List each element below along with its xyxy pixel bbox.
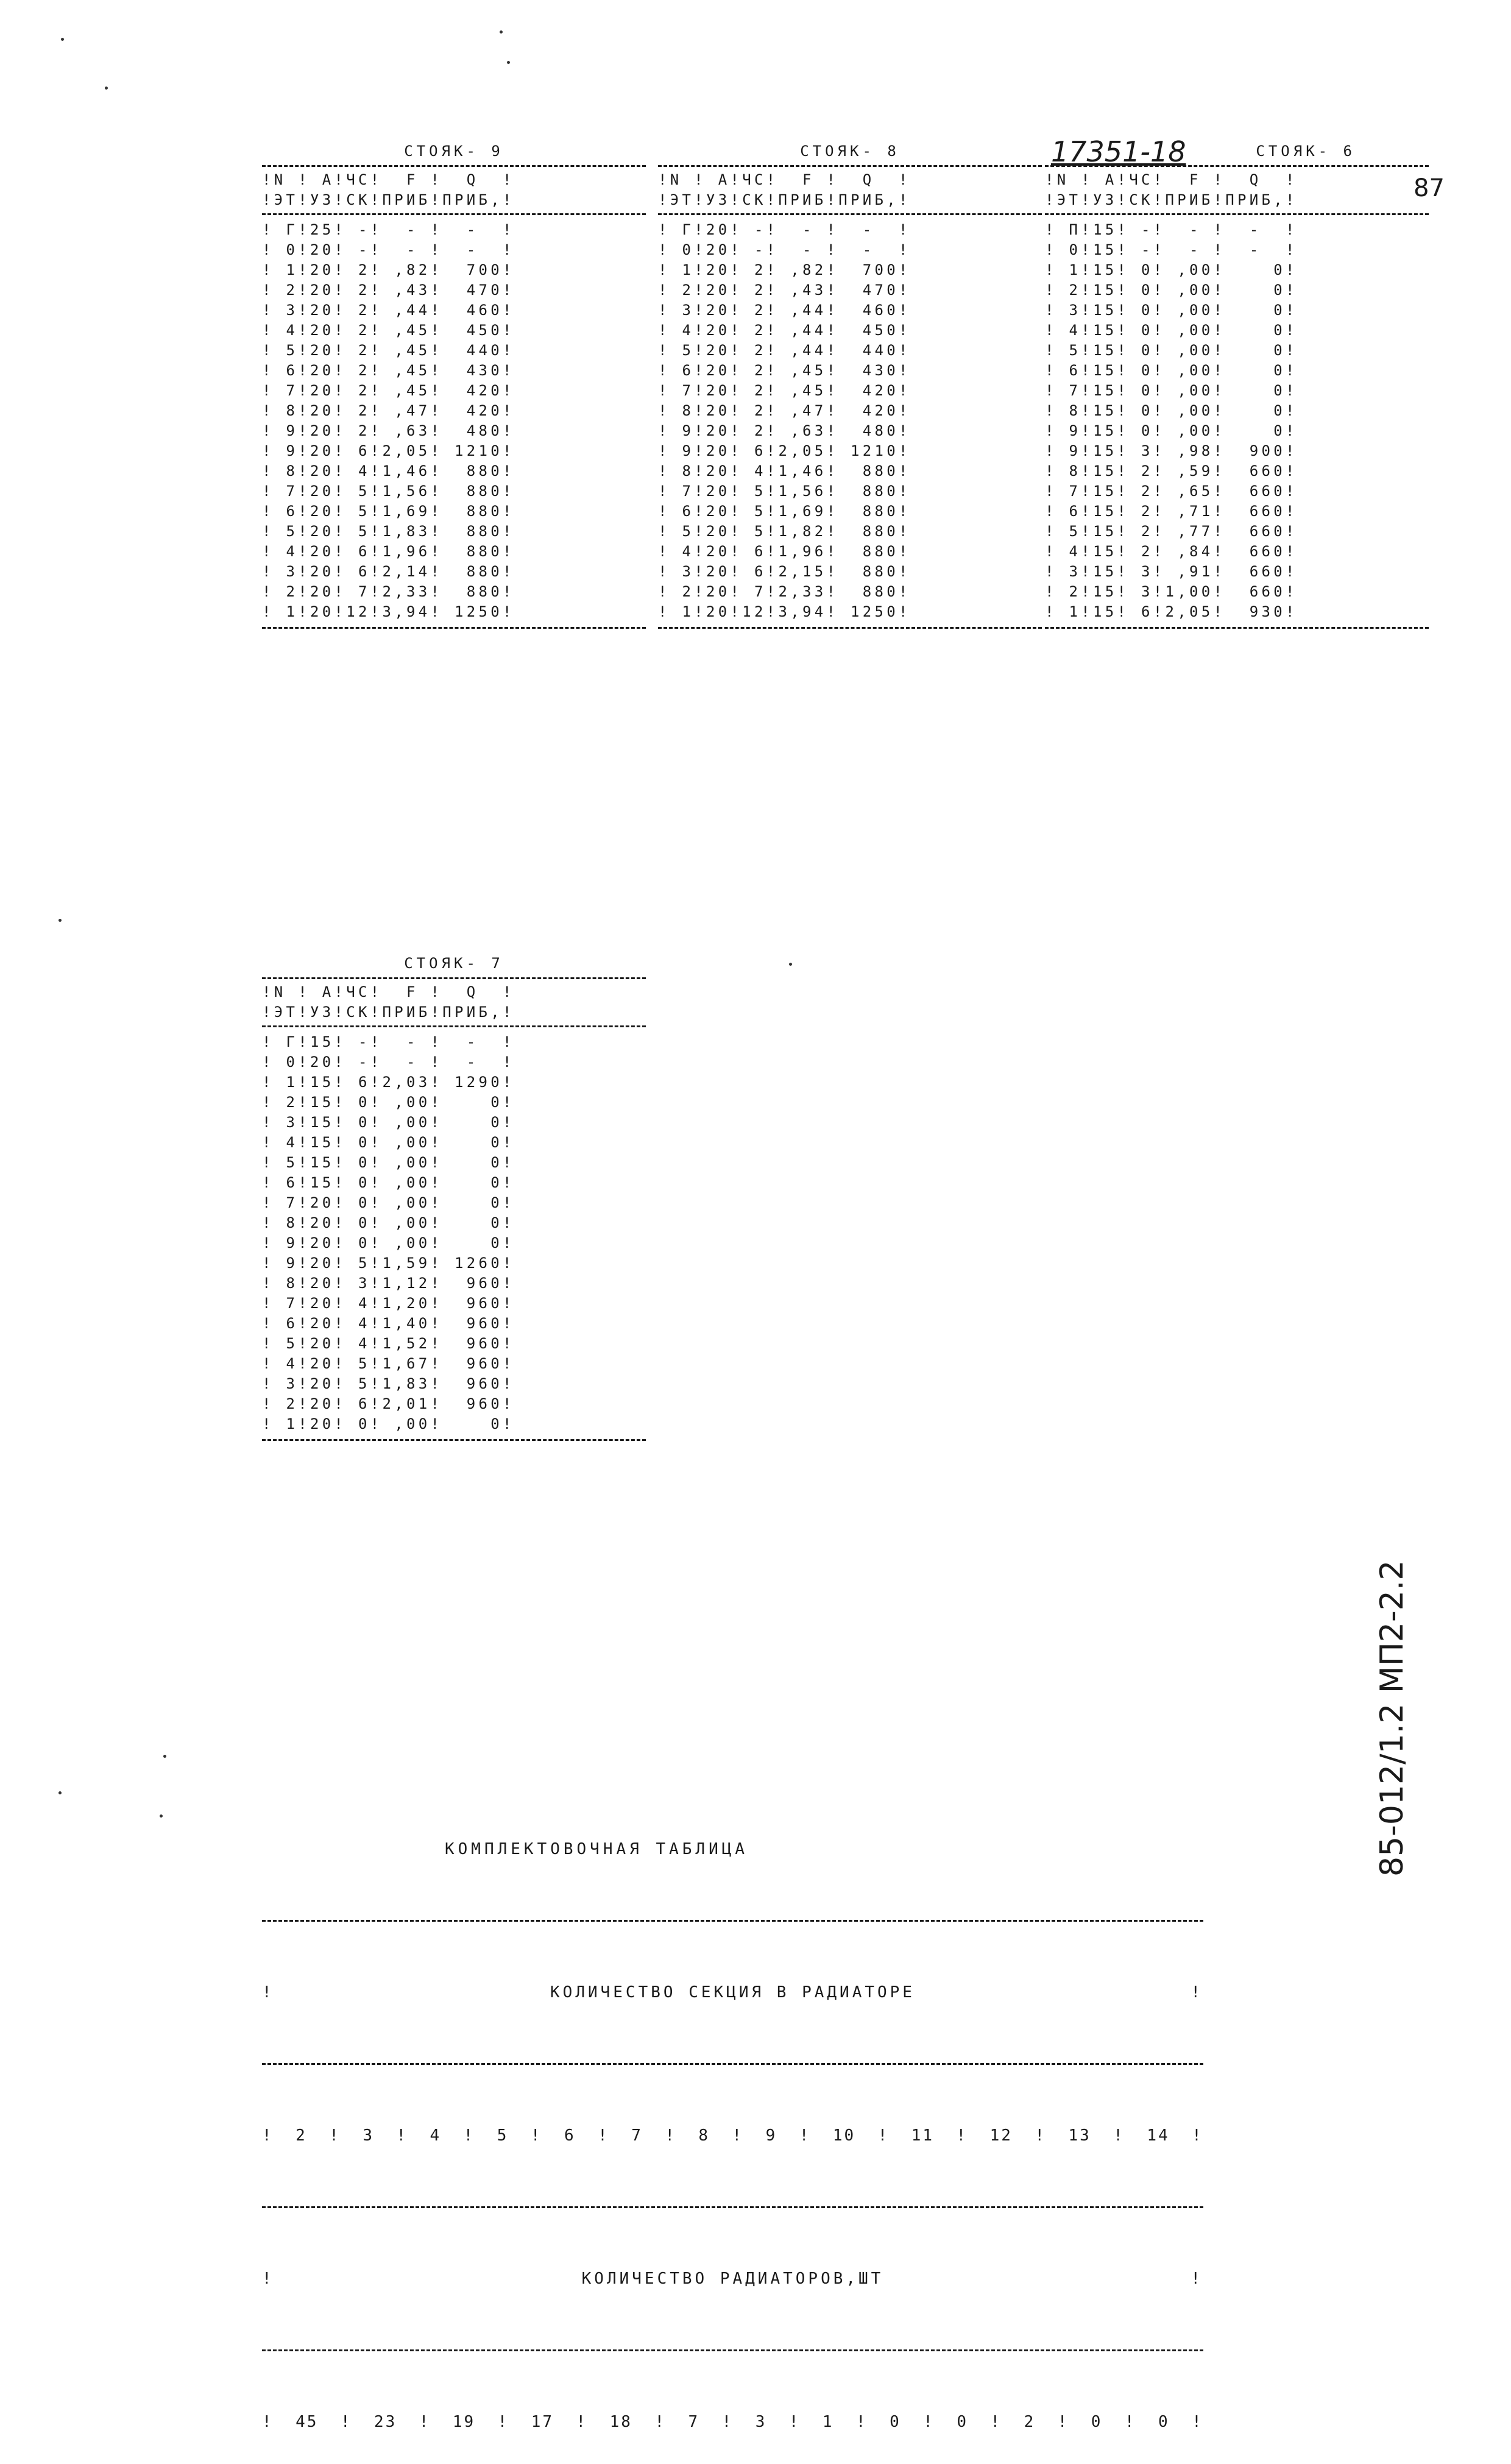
table-row: ! 8!20! 0! ,00! 0!: [262, 1214, 515, 1231]
table-row: ! 2!20! 6!2,01! 960!: [262, 1395, 515, 1412]
table-row: ! 3!15! 0! ,00! 0!: [1045, 302, 1298, 319]
table-row: ! 3!15! 0! ,00! 0!: [262, 1114, 515, 1131]
table-row: ! 6!20! 4!1,40! 960!: [262, 1315, 515, 1332]
komplekt-table: [262, 1785, 1203, 2464]
table-row: ! 9!20! 2! ,63! 480!: [262, 422, 515, 439]
table-row: ! 4!15! 0! ,00! 0!: [1045, 322, 1298, 339]
cell-separator: !: [262, 2126, 274, 2145]
cell-separator: !: [1035, 2126, 1047, 2145]
cell-separator: !: [788, 2413, 801, 2431]
table-row: ! 9!20! 5!1,59! 1260!: [262, 1255, 515, 1272]
stoyak-title: СТОЯК- 9: [404, 143, 504, 160]
cell-separator: !: [1057, 2413, 1069, 2431]
cell-separator: !: [497, 2413, 509, 2431]
cell-separator: !: [856, 2413, 868, 2431]
table-rows: [262, 1032, 646, 1434]
table-row: ! 8!20! 4!1,46! 880!: [262, 462, 515, 480]
section-count-cell: 3: [363, 2126, 374, 2145]
table-row: ! 3!15! 3! ,91! 660!: [1045, 563, 1298, 580]
scan-speck: [61, 38, 64, 41]
sections-row: [262, 2119, 1203, 2152]
table-row: ! 5!20! 2! ,45! 440!: [262, 342, 515, 359]
table-row: ! П!15! -! - ! - !: [1045, 221, 1298, 238]
dashed-rule: [262, 213, 646, 215]
sections-label-row: [262, 1976, 1203, 2009]
table-row: ! Г!20! -! - ! - !: [658, 221, 911, 238]
scan-speck: [163, 1755, 166, 1758]
table-row: ! 7!20! 2! ,45! 420!: [658, 382, 911, 399]
section-count-cell: 4: [430, 2126, 442, 2145]
stoyak-8-table: [658, 141, 1042, 632]
table-row: ! 4!20! 2! ,44! 450!: [658, 322, 911, 339]
cell-separator: !: [329, 2126, 341, 2145]
table-row: ! 6!20! 2! ,45! 430!: [658, 362, 911, 379]
table-row: ! 0!20! -! - ! - !: [262, 241, 515, 258]
table-row: ! 6!20! 5!1,69! 880!: [262, 503, 515, 520]
section-count-cell: 7: [631, 2126, 643, 2145]
table-row: ! 6!20! 5!1,69! 880!: [658, 503, 911, 520]
dashed-rule: [262, 165, 646, 167]
table-row: ! Г!15! -! - ! - !: [262, 1033, 515, 1050]
dashed-rule: [658, 627, 1042, 629]
table-rows: [658, 220, 1042, 622]
table-row: ! 3!20! 6!2,14! 880!: [262, 563, 515, 580]
scan-speck: [789, 963, 792, 966]
stoyak-title: СТОЯК- 6: [1256, 143, 1356, 160]
cell-separator: !: [877, 2126, 890, 2145]
table-row: ! 2!20! 7!2,33! 880!: [658, 583, 911, 600]
stoyak-title: СТОЯК- 7: [404, 955, 504, 972]
table-row: ! 2!20! 2! ,43! 470!: [262, 281, 515, 299]
table-row: ! 7!20! 0! ,00! 0!: [262, 1194, 515, 1211]
table-row: ! 0!20! -! - ! - !: [658, 241, 911, 258]
table-row: ! 8!15! 2! ,59! 660!: [1045, 462, 1298, 480]
column-header-line-2: !ЭТ!УЗ!СК!ПРИБ!ПРИБ,!: [658, 191, 911, 208]
table-row: ! 1!20!12!3,94! 1250!: [262, 603, 515, 620]
document-stamp-number: 17351-18: [1051, 135, 1186, 168]
radiator-count-cell: 18: [609, 2413, 632, 2431]
scan-speck: [507, 61, 510, 64]
table-row: ! 1!20! 2! ,82! 700!: [658, 261, 911, 278]
cell-separator: !: [262, 2413, 274, 2431]
table-row: ! 8!15! 0! ,00! 0!: [1045, 402, 1298, 419]
cell-separator: !: [396, 2126, 408, 2145]
table-row: ! 5!20! 5!1,82! 880!: [658, 523, 911, 540]
dashed-rule: [262, 1920, 1203, 1922]
table-row: ! 5!20! 5!1,83! 880!: [262, 523, 515, 540]
table-row: ! 6!20! 2! ,45! 430!: [262, 362, 515, 379]
table-row: ! 9!15! 3! ,98! 900!: [1045, 442, 1298, 459]
cell-separator: !: [419, 2413, 431, 2431]
cell-separator: !: [262, 2270, 275, 2288]
radiator-count-cell: 23: [373, 2413, 397, 2431]
radiator-count-cell: 17: [531, 2413, 554, 2431]
table-row: ! 2!15! 0! ,00! 0!: [1045, 281, 1298, 299]
table-row: ! 5!20! 2! ,44! 440!: [658, 342, 911, 359]
radiator-count-cell: 0: [957, 2413, 969, 2431]
radiator-count-cell: 2: [1024, 2413, 1036, 2431]
cell-separator: !: [990, 2413, 1002, 2431]
table-row: ! 2!15! 0! ,00! 0!: [262, 1094, 515, 1111]
table-row: ! 0!15! -! - ! - !: [1045, 241, 1298, 258]
table-row: ! 1!15! 6!2,03! 1290!: [262, 1074, 515, 1091]
section-count-cell: 2: [295, 2126, 307, 2145]
cell-separator: !: [1191, 1983, 1203, 2002]
table-row: ! 7!20! 5!1,56! 880!: [262, 483, 515, 500]
table-rows: [262, 220, 646, 622]
table-row: ! 9!20! 6!2,05! 1210!: [658, 442, 911, 459]
table-row: ! 7!15! 0! ,00! 0!: [1045, 382, 1298, 399]
scan-speck: [58, 919, 62, 922]
dashed-rule: [1045, 213, 1429, 215]
table-row: ! 7!20! 4!1,20! 960!: [262, 1295, 515, 1312]
radiator-count-cell: 19: [452, 2413, 476, 2431]
section-count-cell: 9: [765, 2126, 777, 2145]
column-header-line-1: !N ! А!ЧС! F ! Q !: [658, 171, 911, 188]
cell-separator: !: [463, 2126, 475, 2145]
document-code-vertical: 85-012/1.2 МП2-2.2: [1374, 1560, 1410, 1877]
cell-separator: !: [799, 2126, 811, 2145]
table-row: ! 7!20! 5!1,56! 880!: [658, 483, 911, 500]
table-row: ! 1!20!12!3,94! 1250!: [658, 603, 911, 620]
table-row: ! 6!15! 2! ,71! 660!: [1045, 503, 1298, 520]
radiator-count-cell: 7: [688, 2413, 700, 2431]
section-count-cell: 11: [911, 2126, 935, 2145]
table-row: ! 2!20! 7!2,33! 880!: [262, 583, 515, 600]
table-row: ! 9!20! 0! ,00! 0!: [262, 1234, 515, 1251]
section-count-cell: 12: [989, 2126, 1013, 2145]
table-row: ! 2!20! 2! ,43! 470!: [658, 281, 911, 299]
table-row: ! 7!20! 2! ,45! 420!: [262, 382, 515, 399]
table-row: ! 9!15! 0! ,00! 0!: [1045, 422, 1298, 439]
stoyak-title: СТОЯК- 8: [800, 143, 900, 160]
radiators-label-row: [262, 2262, 1203, 2295]
cell-separator: !: [1113, 2126, 1125, 2145]
table-rows: [1045, 220, 1429, 622]
section-count-cell: 6: [564, 2126, 576, 2145]
section-count-cell: 8: [698, 2126, 710, 2145]
table-row: ! 4!20! 2! ,45! 450!: [262, 322, 515, 339]
dashed-rule: [262, 1025, 646, 1027]
table-row: ! 9!20! 2! ,63! 480!: [658, 422, 911, 439]
table-row: ! 5!15! 0! ,00! 0!: [1045, 342, 1298, 359]
table-row: ! 8!20! 4!1,46! 880!: [658, 462, 911, 480]
table-row: ! 4!20! 5!1,67! 960!: [262, 1355, 515, 1372]
scan-speck: [160, 1814, 163, 1818]
table-row: ! 7!15! 2! ,65! 660!: [1045, 483, 1298, 500]
cell-separator: !: [262, 1983, 275, 2002]
radiator-count-cell: 1: [822, 2413, 834, 2431]
radiators-label: КОЛИЧЕСТВО РАДИАТОРОВ,ШТ: [581, 2270, 884, 2288]
cell-separator: !: [1192, 2126, 1203, 2145]
table-row: ! 4!15! 2! ,84! 660!: [1045, 543, 1298, 560]
table-row: ! 4!20! 6!1,96! 880!: [658, 543, 911, 560]
table-row: ! 6!15! 0! ,00! 0!: [1045, 362, 1298, 379]
table-row: ! 1!15! 0! ,00! 0!: [1045, 261, 1298, 278]
section-count-cell: 13: [1068, 2126, 1091, 2145]
dashed-rule: [262, 2349, 1203, 2351]
cell-separator: !: [598, 2126, 609, 2145]
dashed-rule: [262, 2206, 1203, 2208]
section-count-cell: 14: [1147, 2126, 1170, 2145]
table-row: ! 3!20! 6!2,15! 880!: [658, 563, 911, 580]
table-row: ! 1!15! 6!2,05! 930!: [1045, 603, 1298, 620]
table-row: ! Г!25! -! - ! - !: [262, 221, 515, 238]
cell-separator: !: [956, 2126, 968, 2145]
table-row: ! 4!20! 6!1,96! 880!: [262, 543, 515, 560]
stoyak-9-table: [262, 141, 646, 632]
table-row: ! 9!20! 6!2,05! 1210!: [262, 442, 515, 459]
dashed-rule: [262, 627, 646, 629]
table-row: ! 3!20! 2! ,44! 460!: [658, 302, 911, 319]
radiator-count-cell: 0: [1158, 2413, 1170, 2431]
dashed-rule: [658, 165, 1042, 167]
table-row: ! 3!20! 2! ,44! 460!: [262, 302, 515, 319]
scan-speck: [58, 1791, 62, 1794]
radiator-count-cell: 0: [1091, 2413, 1103, 2431]
column-header-line-2: !ЭТ!УЗ!СК!ПРИБ!ПРИБ,!: [1045, 191, 1298, 208]
table-row: ! 1!20! 0! ,00! 0!: [262, 1415, 515, 1432]
cell-separator: !: [721, 2413, 734, 2431]
column-header-line-2: !ЭТ!УЗ!СК!ПРИБ!ПРИБ,!: [262, 191, 515, 208]
cell-separator: !: [530, 2126, 542, 2145]
table-row: ! 5!15! 0! ,00! 0!: [262, 1154, 515, 1171]
table-row: ! 8!20! 3!1,12! 960!: [262, 1275, 515, 1292]
table-row: ! 3!20! 5!1,83! 960!: [262, 1375, 515, 1392]
cell-separator: !: [340, 2413, 352, 2431]
dashed-rule: [1045, 165, 1429, 167]
table-row: ! 8!20! 2! ,47! 420!: [262, 402, 515, 419]
cell-separator: !: [576, 2413, 588, 2431]
stoyak-6-table: [1045, 141, 1429, 632]
scan-speck: [500, 30, 503, 34]
section-count-cell: 10: [832, 2126, 856, 2145]
cell-separator: !: [665, 2126, 676, 2145]
table-row: ! 0!20! -! - ! - !: [262, 1053, 515, 1071]
column-header-line-2: !ЭТ!УЗ!СК!ПРИБ!ПРИБ,!: [262, 1004, 515, 1021]
table-row: ! 5!15! 2! ,77! 660!: [1045, 523, 1298, 540]
dashed-rule: [1045, 627, 1429, 629]
sections-label: КОЛИЧЕСТВО СЕКЦИЯ В РАДИАТОРЕ: [550, 1983, 915, 2002]
dashed-rule: [262, 2063, 1203, 2065]
column-header-line-1: !N ! А!ЧС! F ! Q !: [262, 983, 515, 1000]
page-number: 87: [1414, 174, 1445, 202]
dashed-rule: [262, 977, 646, 979]
cell-separator: !: [732, 2126, 744, 2145]
cell-separator: !: [1124, 2413, 1136, 2431]
radiator-count-cell: 45: [295, 2413, 319, 2431]
cell-separator: !: [654, 2413, 667, 2431]
scan-speck: [105, 87, 108, 90]
table-row: ! 6!15! 0! ,00! 0!: [262, 1174, 515, 1191]
column-header-line-1: !N ! А!ЧС! F ! Q !: [262, 171, 515, 188]
table-row: ! 8!20! 2! ,47! 420!: [658, 402, 911, 419]
radiator-count-cell: 0: [890, 2413, 901, 2431]
table-row: ! 4!15! 0! ,00! 0!: [262, 1134, 515, 1151]
cell-separator: !: [1191, 2270, 1203, 2288]
dashed-rule: [658, 213, 1042, 215]
table-row: ! 5!20! 4!1,52! 960!: [262, 1335, 515, 1352]
komplekt-title: КОМПЛЕКТОВОЧНАЯ ТАБЛИЦА: [445, 1840, 749, 1858]
radiator-count-cell: 3: [755, 2413, 767, 2431]
section-count-cell: 5: [497, 2126, 509, 2145]
table-row: ! 2!15! 3!1,00! 660!: [1045, 583, 1298, 600]
counts-row: [262, 2406, 1203, 2438]
cell-separator: !: [923, 2413, 935, 2431]
dashed-rule: [262, 1439, 646, 1441]
stoyak-7-table: [262, 954, 646, 1444]
column-header-line-1: !N ! А!ЧС! F ! Q !: [1045, 171, 1298, 188]
cell-separator: !: [1192, 2413, 1203, 2431]
table-row: ! 1!20! 2! ,82! 700!: [262, 261, 515, 278]
